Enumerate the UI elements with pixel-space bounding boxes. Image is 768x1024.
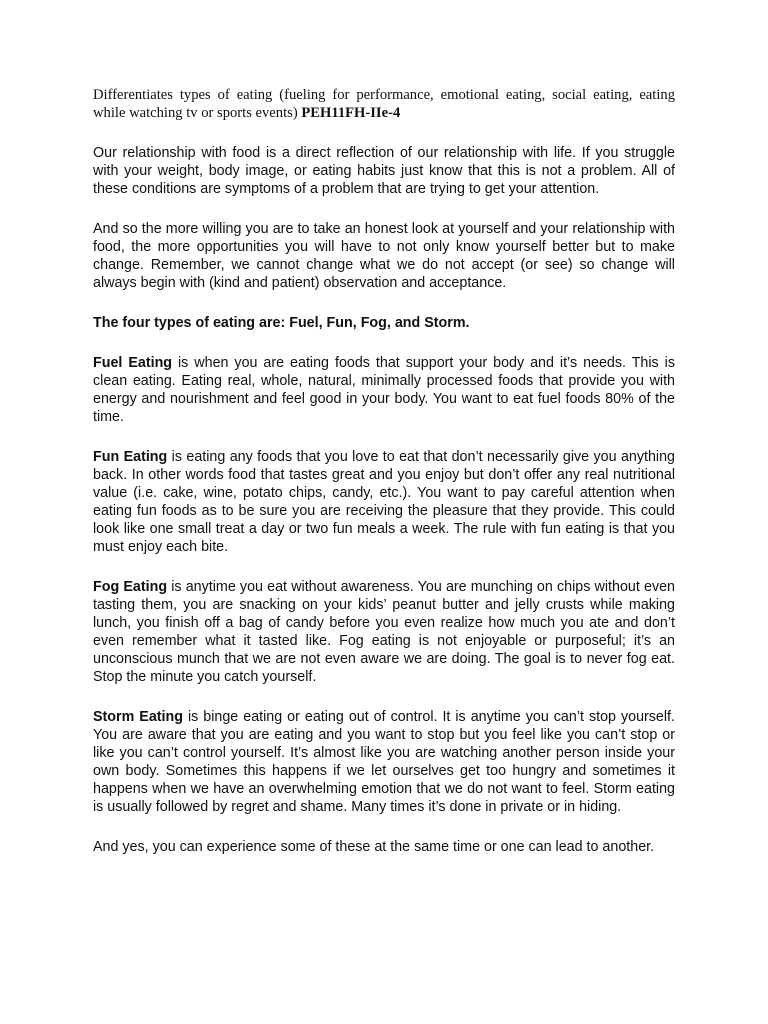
competency-code: PEH11FH-IIe-4 xyxy=(301,105,401,121)
fun-eating-paragraph xyxy=(93,448,675,556)
storm-eating-text: is binge eating or eating out of control. It is anytime you can’t stop yourself. You are aware that you are eating and you want to stop but you feel like you can’t stop or like you can’t control yourself. It’s almost like you are watching another person inside your own body. Sometimes this happens if we let ourselves get too hungry and sometimes it happens when we have an overwhelming emotion that we do not want to feel. Storm eating is usually followed by regret and shame. Many times it’s done in private or in hiding. xyxy=(93,709,675,815)
intro-paragraph-2: And so the more willing you are to take an honest look at yourself and your relationship with food, the more opportunities you will have to not only know yourself better but to make change. Remember, we cannot change what we do not accept (or see) so change will always begin with (kind and patient) observation and acceptance. xyxy=(93,221,675,291)
fun-eating-text: is eating any foods that you love to eat that don’t necessarily give you anything back. In other words food that tastes great and you enjoy but don’t offer any real nutritional value (i.e. cake, wine, potato chips, candy, etc.). You want to pay careful attention when eating fun foods as to be sure you are receiving the pleasure that they provide. This could look like one small treat a day or two fun meals a week. The rule with fun eating is that you must enjoy each bite. xyxy=(93,449,675,555)
document-page xyxy=(93,86,675,878)
fuel-eating-text: is when you are eating foods that support your body and it’s needs. This is clean eating. Eating real, whole, natural, minimally processed foods that provide you with energy and nourishment and feel good in your body. You want to eat fuel foods 80% of the time. xyxy=(93,355,675,425)
closing-paragraph: And yes, you can experience some of these at the same time or one can lead to another. xyxy=(93,839,655,855)
fog-eating-paragraph xyxy=(93,578,675,686)
competency-text: Differentiates types of eating (fueling for performance, emotional eating, social eating, eating while watching tv or sports events) xyxy=(93,87,675,121)
fog-eating-text: is anytime you eat without awareness. You are munching on chips without even tasting them, you are snacking on your kids’ peanut butter and jelly crusts while making lunch, you finish off a bag of candy before you even realize how much you ate and don’t even remember what it tasted like. Fog eating is not enjoyable or purposeful; it’s an unconscious munch that we are not even aware we are doing. The goal is to never fog eat. Stop the minute you catch yourself. xyxy=(93,579,676,685)
intro-paragraph-1: Our relationship with food is a direct reflection of our relationship with life. If you struggle with your weight, body image, or eating habits just know that this is not a problem. All of these conditions are symptoms of a problem that are trying to get your attention. xyxy=(93,145,675,197)
storm-eating-term: Storm Eating xyxy=(93,709,183,725)
fuel-eating-paragraph xyxy=(93,354,675,426)
fog-eating-term: Fog Eating xyxy=(93,579,168,595)
storm-eating-paragraph xyxy=(93,708,675,816)
learning-competency xyxy=(93,86,675,122)
types-heading: The four types of eating are: Fuel, Fun, Fog, and Storm. xyxy=(93,315,470,331)
fun-eating-term: Fun Eating xyxy=(93,449,168,465)
fuel-eating-term: Fuel Eating xyxy=(93,355,173,371)
